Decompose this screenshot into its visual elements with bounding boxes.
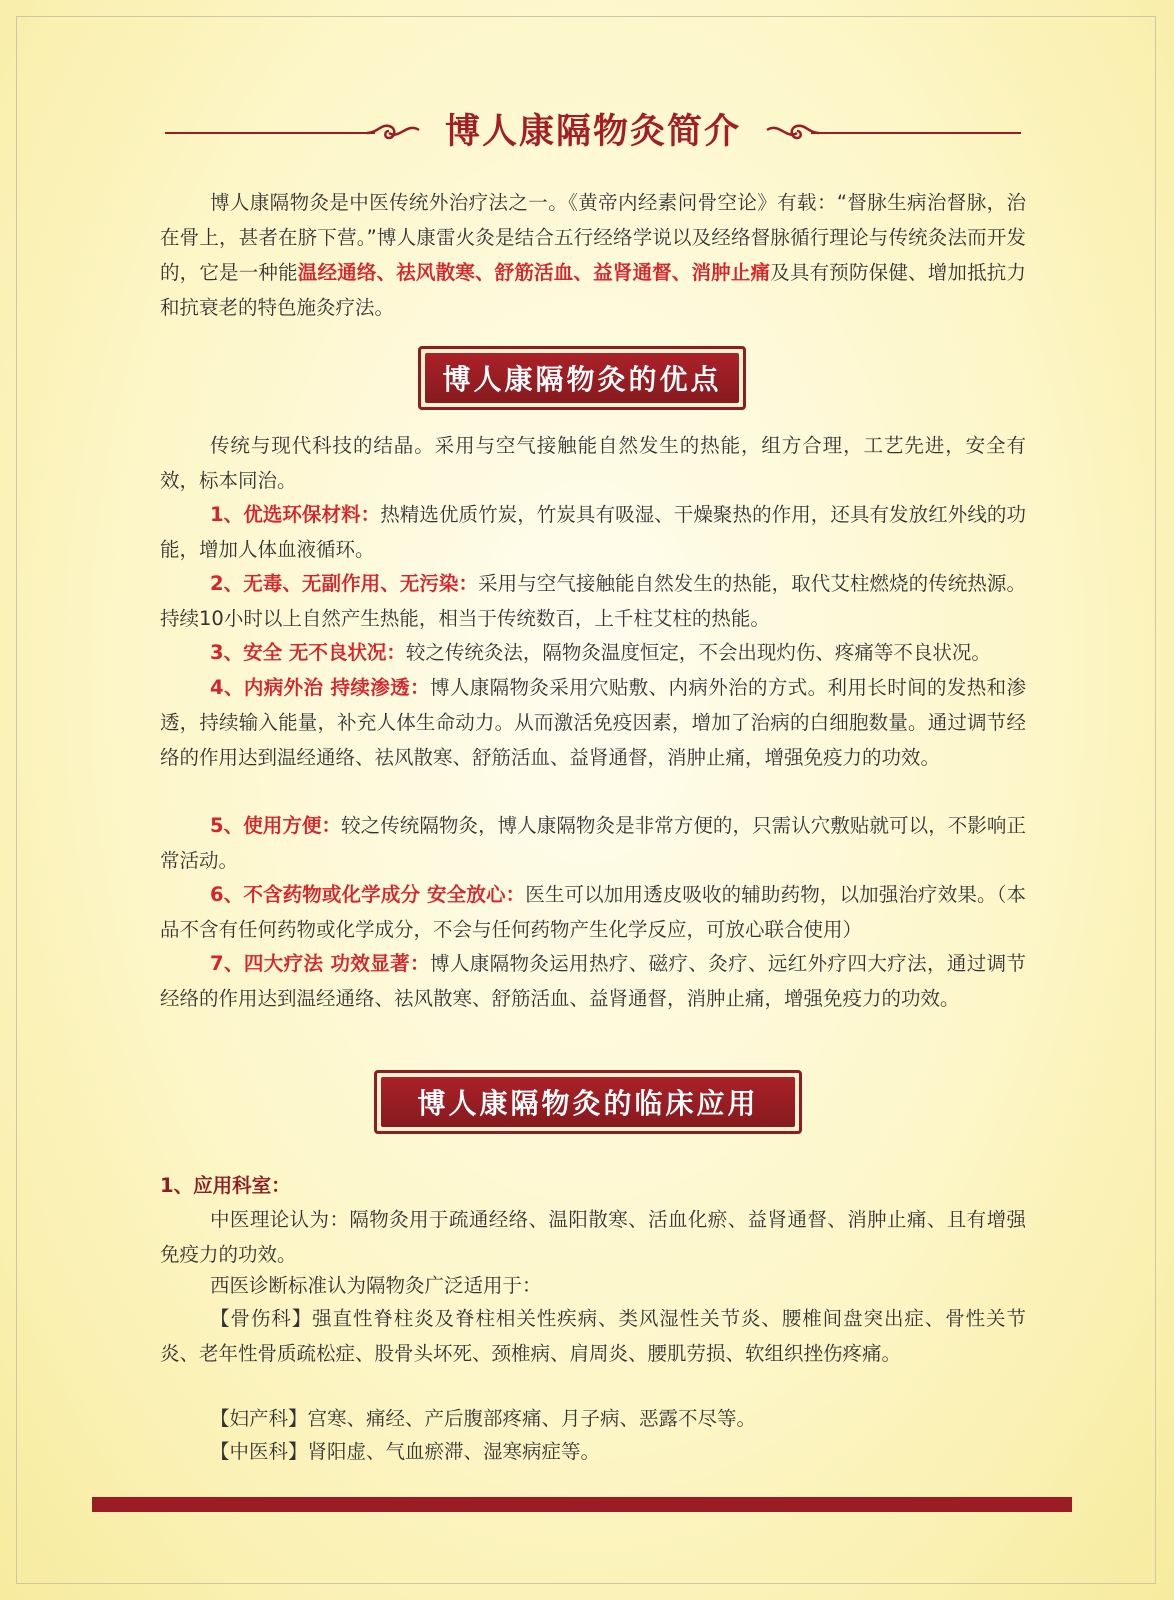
clinical-western: 西医诊断标准认为隔物灸广泛适用于： bbox=[210, 1274, 542, 1297]
advantage-label: 6、不含药物或化学成分 安全放心： bbox=[210, 883, 526, 906]
advantage-text: 热精选优质竹炭，竹炭具有吸湿、干燥聚热的作用，还具有发放红外线的功能，增加人体血液循环。 bbox=[160, 503, 1026, 561]
advantage-item-6 bbox=[160, 877, 1026, 947]
section-badge-clinical bbox=[374, 1070, 802, 1134]
advantage-label: 4、内病外治 持续渗透： bbox=[210, 676, 430, 699]
clinical-subheading bbox=[160, 1168, 1026, 1203]
intro-text: 博人康隔物灸是中医传统外治疗法之一。《黄帝内经素问骨空论》有载：“督脉生病治督脉，治在骨上，甚者在脐下营。”博人康雷火灸是结合五行经络学说以及经络督脉循行理论与传统灸法而开发的，它是一种能 bbox=[160, 191, 1026, 284]
dept-tcm: 【中医科】肾阳虚、气血瘀滞、湿寒病症等。 bbox=[210, 1440, 601, 1463]
intro-highlight: 温经通络、祛风散寒、舒筋活血、益肾通督、消肿止痛 bbox=[297, 261, 771, 284]
intro-paragraph bbox=[160, 185, 1026, 325]
advantage-label: 7、四大疗法 功效显著： bbox=[210, 952, 430, 975]
title-divider-right bbox=[811, 132, 1021, 134]
advantages-lead: 传统与现代科技的结晶。采用与空气接触能自然发生的热能，组方合理，工艺先进，安全有效，标本同治。 bbox=[160, 434, 1026, 492]
subheading-text: 1、应用科室： bbox=[160, 1174, 291, 1197]
page-title: 博人康隔物灸简介 bbox=[444, 112, 741, 152]
advantage-text: 博人康隔物灸运用热疗、磁疗、灸疗、远红外疗四大疗法，通过调节经络的作用达到温经通络、祛风散寒、舒筋活血、益肾通督，消肿止痛，增强免疫力的功效。 bbox=[160, 952, 1026, 1010]
advantage-item-2 bbox=[160, 566, 1026, 636]
advantage-item-1 bbox=[160, 497, 1026, 567]
section-heading: 博人康隔物灸的优点 bbox=[425, 353, 739, 403]
advantage-text: 较之传统隔物灸，博人康隔物灸是非常方便的，只需认穴敷贴就可以，不影响正常活动。 bbox=[160, 814, 1026, 872]
advantage-text: 医生可以加用透皮吸收的辅助药物，以加强治疗效果。（本品不含有任何药物或化学成分，不会与任何药物产生化学反应，可放心联合使用） bbox=[160, 883, 1026, 941]
advantage-item-7 bbox=[160, 946, 1026, 1016]
clinical-tcm: 中医理论认为：隔物灸用于疏通经络、温阳散寒、活血化瘀、益肾通督、消肿止痛、且有增强免疫力的功效。 bbox=[160, 1208, 1026, 1266]
dept-orthopedics: 【骨伤科】强直性脊柱炎及脊柱相关性疾病、类风湿性关节炎、腰椎间盘突出症、骨性关节炎、老年性骨质疏松症、股骨头坏死、颈椎病、肩周炎、腰肌劳损、软组织挫伤疼痛。 bbox=[160, 1307, 1026, 1365]
advantage-label: 3、安全 无不良状况： bbox=[210, 641, 406, 664]
advantage-label: 5、使用方便： bbox=[210, 814, 342, 837]
advantage-item-5 bbox=[160, 808, 1026, 878]
title-row bbox=[165, 108, 1021, 158]
advantage-text: 采用与空气接触能自然发生的热能，取代艾柱燃烧的传统热源。持续10小时以上自然产生热能，相当于传统数百，上千柱艾柱的热能。 bbox=[160, 572, 1026, 630]
advantage-label: 1、优选环保材料： bbox=[210, 503, 381, 526]
dept-obstetrics: 【妇产科】宫寒、痛经、产后腹部疼痛、月子病、恶露不尽等。 bbox=[210, 1407, 757, 1430]
section-heading: 博人康隔物灸的临床应用 bbox=[381, 1077, 795, 1127]
advantage-label: 2、无毒、无副作用、无污染： bbox=[210, 572, 479, 595]
intro-text-tail: 及具有预防保健、增加抵抗力和抗衰老的特色施灸疗法。 bbox=[160, 261, 1026, 319]
bottom-bar bbox=[92, 1497, 1072, 1512]
advantage-text: 较之传统灸法，隔物灸温度恒定，不会出现灼伤、疼痛等不良状况。 bbox=[405, 641, 991, 664]
advantage-text: 博人康隔物灸采用穴贴敷、内病外治的方式。利用长时间的发热和渗透，持续输入能量，补充人体生命动力。从而激活免疫因素，增加了治病的白细胞数量。通过调节经络的作用达到温经通络、祛风散寒、舒筋活血、益肾通督，消肿止痛，增强免疫力的功效。 bbox=[160, 676, 1026, 769]
advantage-item-4 bbox=[160, 670, 1026, 775]
section-badge-advantages bbox=[418, 346, 746, 410]
advantage-item-3 bbox=[160, 635, 1026, 670]
